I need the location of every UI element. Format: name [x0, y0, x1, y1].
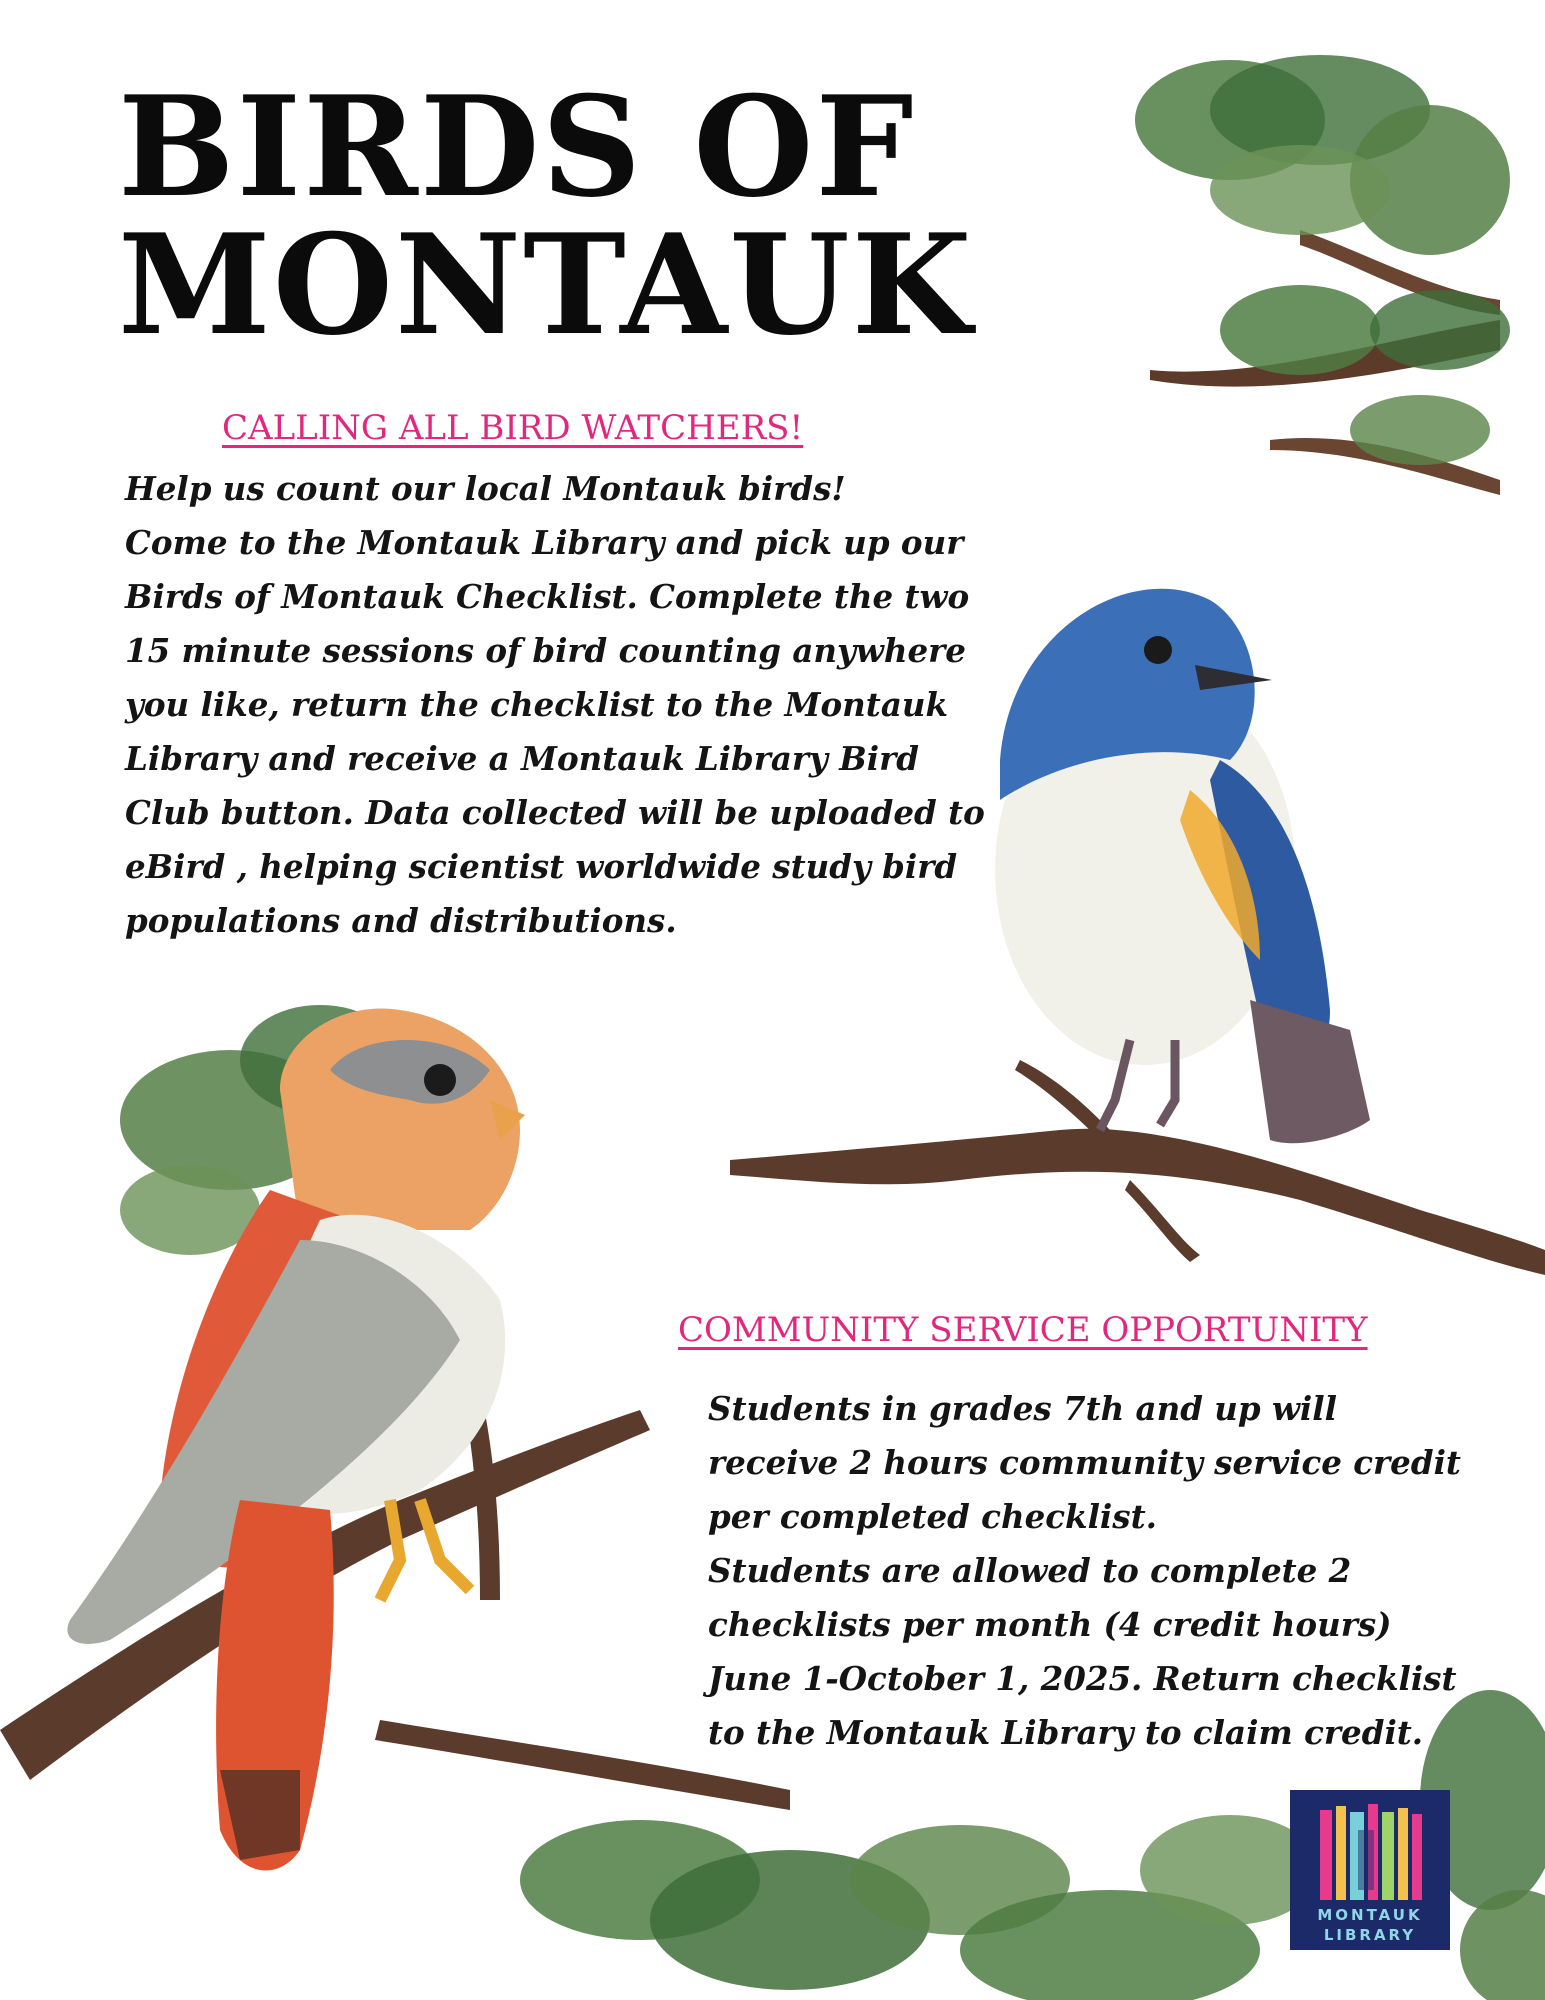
paragraph-line: Club button. Data collected will be uploaded to: [125, 793, 985, 832]
pine-branch-top-right: [1135, 55, 1510, 495]
paragraph-line: June 1-October 1, 2025. Return checklist: [708, 1659, 1457, 1698]
paragraph-line: Students in grades 7th and up will: [708, 1389, 1337, 1428]
bluebird-illustration: [995, 589, 1370, 1143]
paragraph-line: Come to the Montauk Library and pick up our: [125, 523, 964, 562]
paragraph-line: receive 2 hours community service credit: [708, 1443, 1461, 1482]
paragraph-line: Students are allowed to complete 2: [708, 1551, 1352, 1590]
paragraph-line: populations and distributions.: [125, 901, 677, 940]
paragraph-line: checklists per month (4 credit hours): [708, 1605, 1392, 1644]
paragraph-line: Help us count our local Montauk birds!: [125, 469, 846, 508]
paragraph-line: Birds of Montauk Checklist. Complete the two: [125, 577, 970, 616]
paragraph-line: Library and receive a Montauk Library Bird: [125, 739, 919, 778]
title-line-2: MONTAUK: [118, 203, 974, 366]
montauk-library-logo: [1290, 1790, 1450, 1950]
title-line-1: BIRDS OF: [118, 65, 916, 228]
section-heading-community-service: COMMUNITY SERVICE OPPORTUNITY: [678, 1310, 1368, 1350]
logo-text-line-1: MONTAUK: [1317, 1906, 1423, 1924]
paragraph-line: per completed checklist.: [708, 1497, 1157, 1536]
branch-right: [730, 1060, 1545, 1275]
section-heading-bird-watchers: CALLING ALL BIRD WATCHERS!: [222, 408, 804, 448]
bird-watchers-paragraph: [125, 462, 985, 948]
paragraph-line: you like, return the checklist to the Montauk: [125, 685, 949, 724]
paragraph-line: 15 minute sessions of bird counting anywhere: [125, 631, 966, 670]
page-title: [118, 65, 1118, 366]
community-service-paragraph: [708, 1382, 1461, 1760]
logo-text-line-2: LIBRARY: [1323, 1926, 1417, 1944]
paragraph-line: to the Montauk Library to claim credit.: [708, 1713, 1424, 1752]
paragraph-line: eBird , helping scientist worldwide study bird: [125, 847, 958, 886]
